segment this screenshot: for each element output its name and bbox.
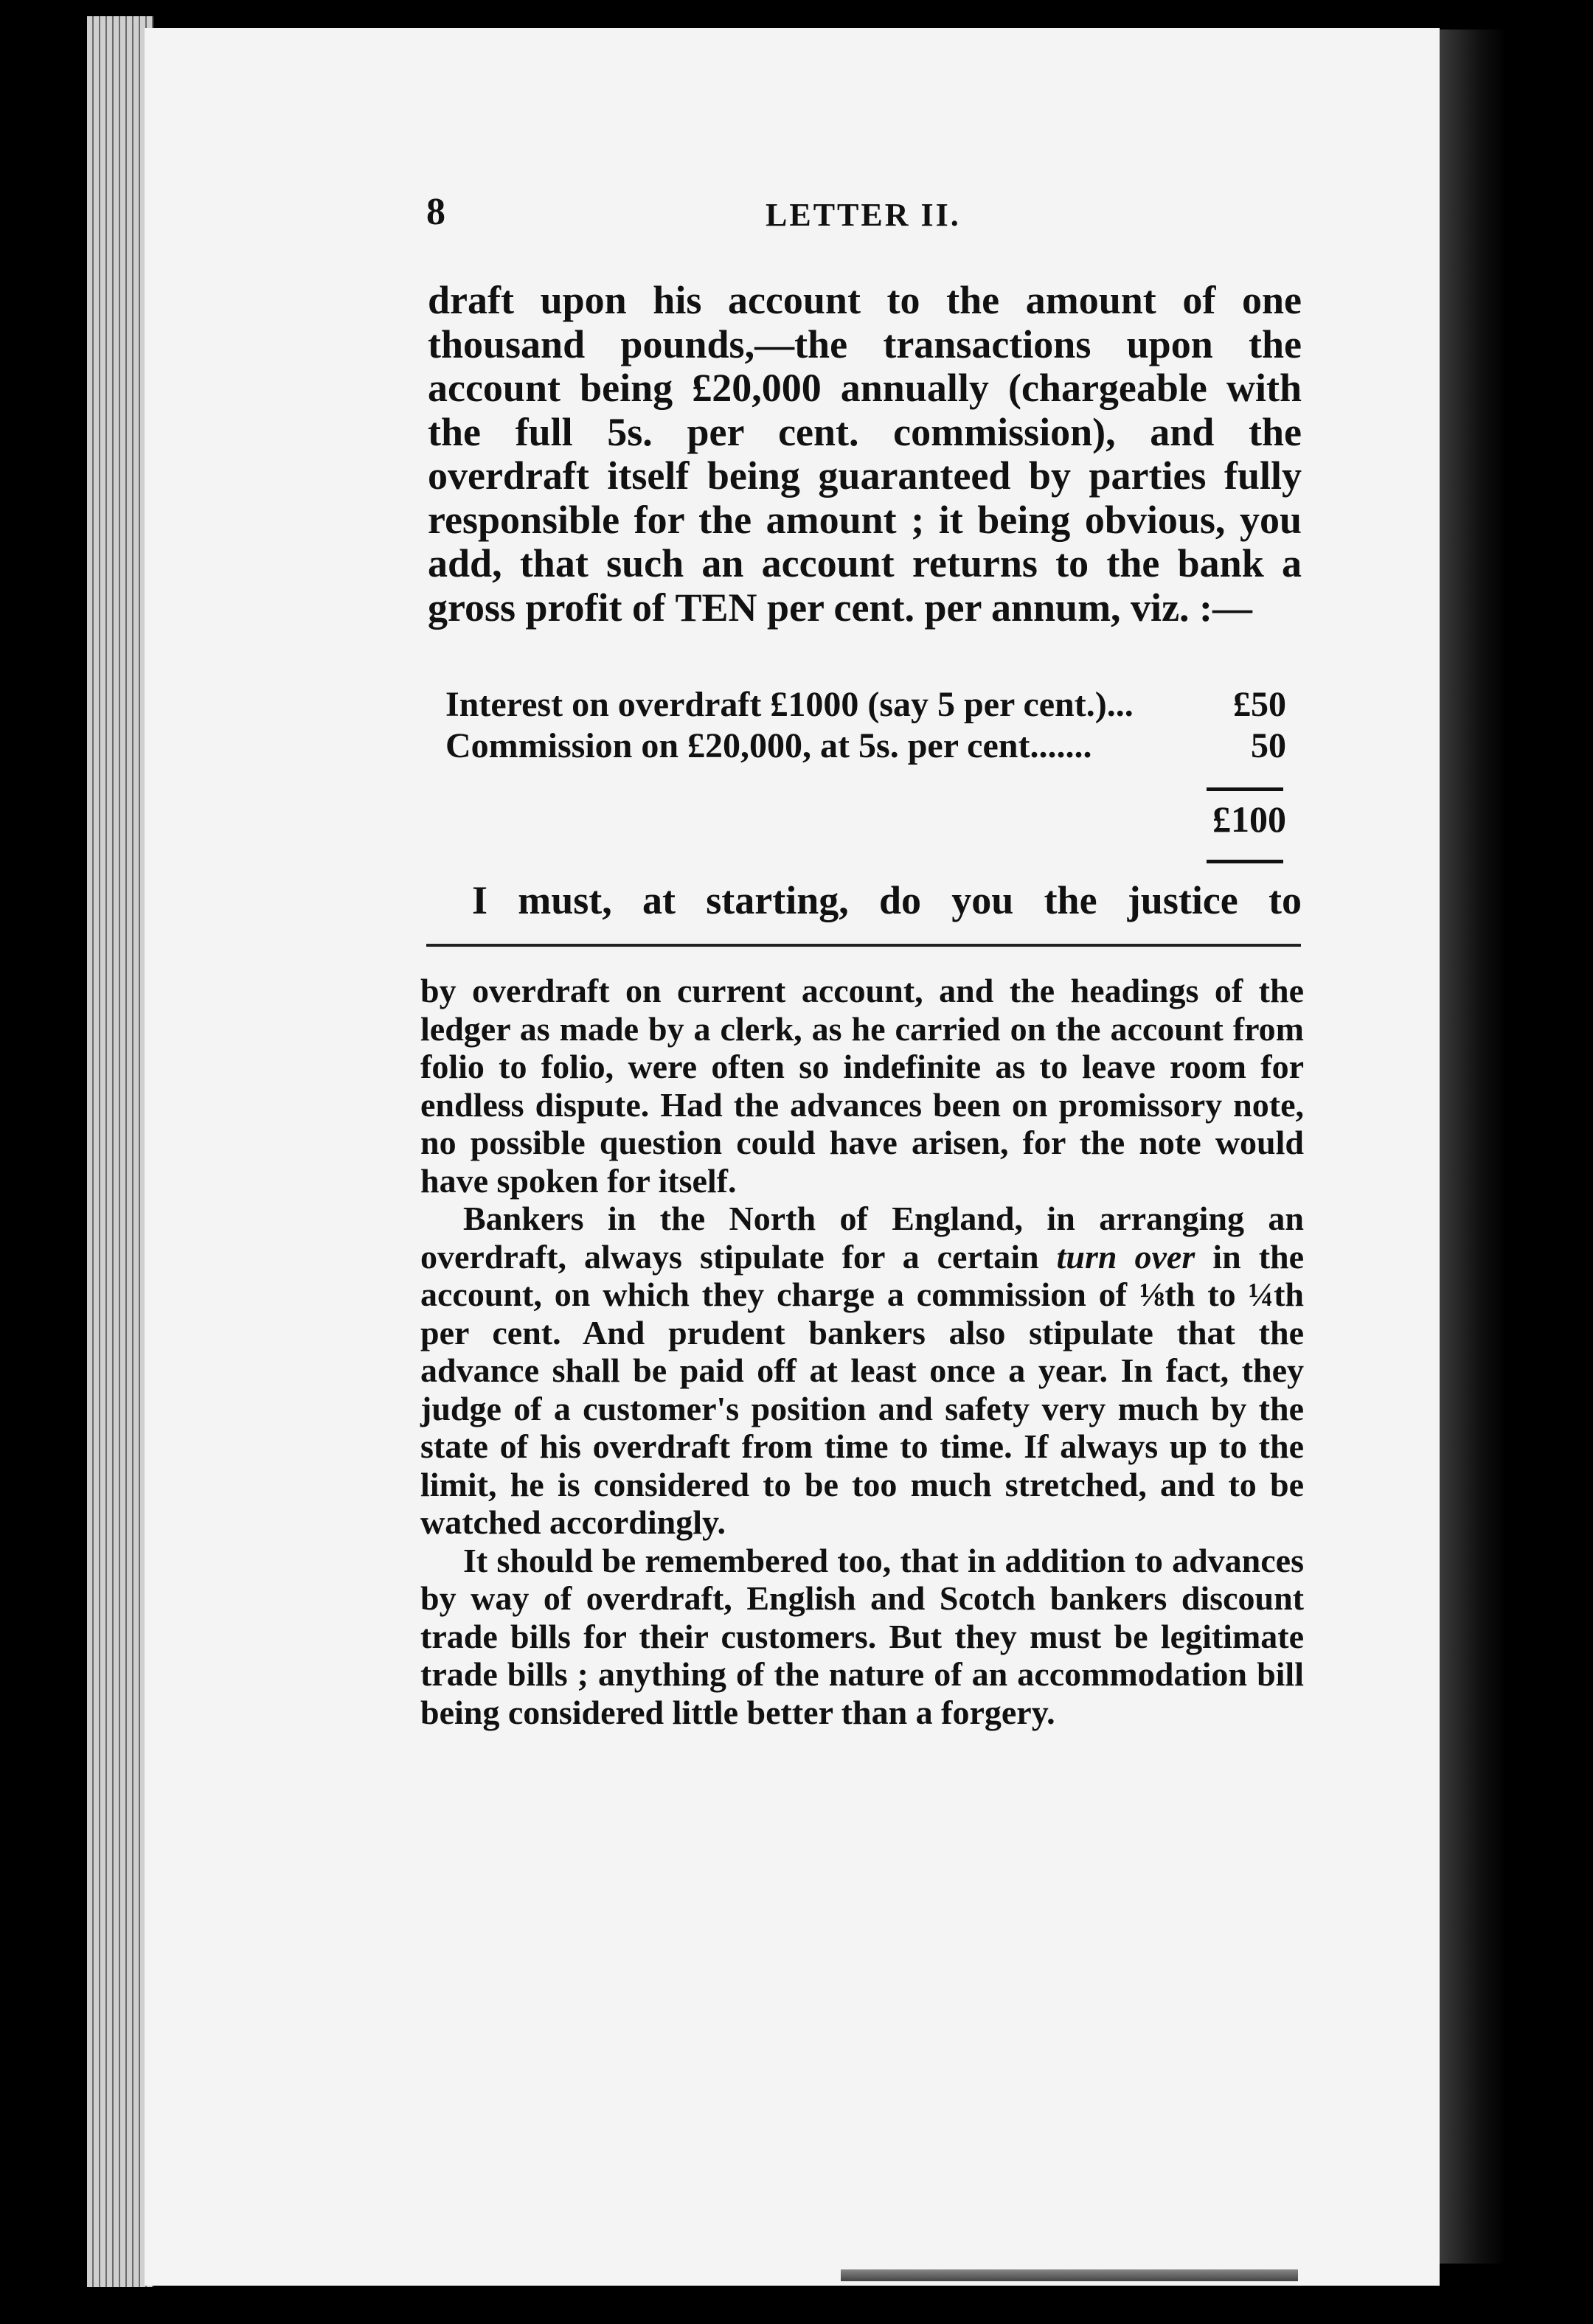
scanner-bar	[841, 2269, 1298, 2281]
sum-rule-top	[1207, 787, 1283, 791]
calc-row-commission	[445, 726, 1286, 767]
calc-total: £100	[1212, 799, 1286, 840]
running-head	[426, 190, 1299, 242]
footnote-divider	[426, 944, 1301, 947]
calc-row-interest	[445, 684, 1286, 726]
book-spine-shadow	[1440, 29, 1506, 2264]
footnote-p2-end: in the account, on which they charge a commission of ⅛th to ¼th per cent. And prudent bankers also stipulate that the advance shall be paid off at least once a year. In fact, they judge of a customer's position and safety very much by the state of his overdraft from time to time. If always up to the limit, he is considered to be too much stretched, and to be watched accordingly.	[420, 1237, 1305, 1541]
main-text	[428, 279, 1302, 630]
footnote-p2-start: Bankers in the North of England, in arranging an overdraft, always stipulate for a certain	[420, 1200, 1304, 1276]
calc-label: Interest on overdraft £1000 (say 5 per cent.)...	[445, 685, 1134, 724]
sum-rule-bottom	[1207, 860, 1283, 863]
calc-amount: £50	[1233, 685, 1286, 724]
main-paragraph-end: per cent. per annum, viz. :—	[767, 585, 1253, 630]
page-number: 8	[426, 191, 445, 233]
profit-calculation	[445, 684, 1286, 767]
footnote	[420, 972, 1304, 1731]
calc-amount: 50	[1251, 726, 1286, 765]
running-title: LETTER II.	[766, 197, 961, 233]
footnote-p2-italic: turn over	[1056, 1237, 1195, 1276]
calc-label: Commission on £20,000, at 5s. per cent.......	[445, 726, 1092, 765]
footnote-paragraph-2	[420, 1200, 1304, 1542]
emphasis-word: TEN	[675, 585, 757, 630]
continuation-line: I must, at starting, do you the justice to	[472, 878, 1302, 922]
footnote-paragraph-1: by overdraft on current account, and the headings of the ledger as made by a clerk, as he carried on the account from folio to folio, were often so indefinite as to leave room for endless dispute. Had the advances been on promissory note, no possible question could have arisen, for the note would have spoken for itself.	[420, 972, 1304, 1200]
main-paragraph-text: draft upon his account to the amount of one thousand pounds,—the transactions upon the account being £20,000 annually (chargeable with the full 5s. per cent. commission), and the overdraft itself being guaranteed by parties fully responsible for the amount ; it being obvious, you add, that such an account returns to the bank a gross profit of	[428, 278, 1302, 630]
footnote-paragraph-3: It should be remembered too, that in addition to advances by way of overdraft, English and Scotch bankers discount trade bills for their customers. But they must be legitimate trade bills ; anything of the nature of an accommodation bill being considered little better than a forgery.	[420, 1541, 1304, 1731]
main-paragraph	[428, 279, 1302, 630]
book-page-edges	[87, 16, 153, 2287]
